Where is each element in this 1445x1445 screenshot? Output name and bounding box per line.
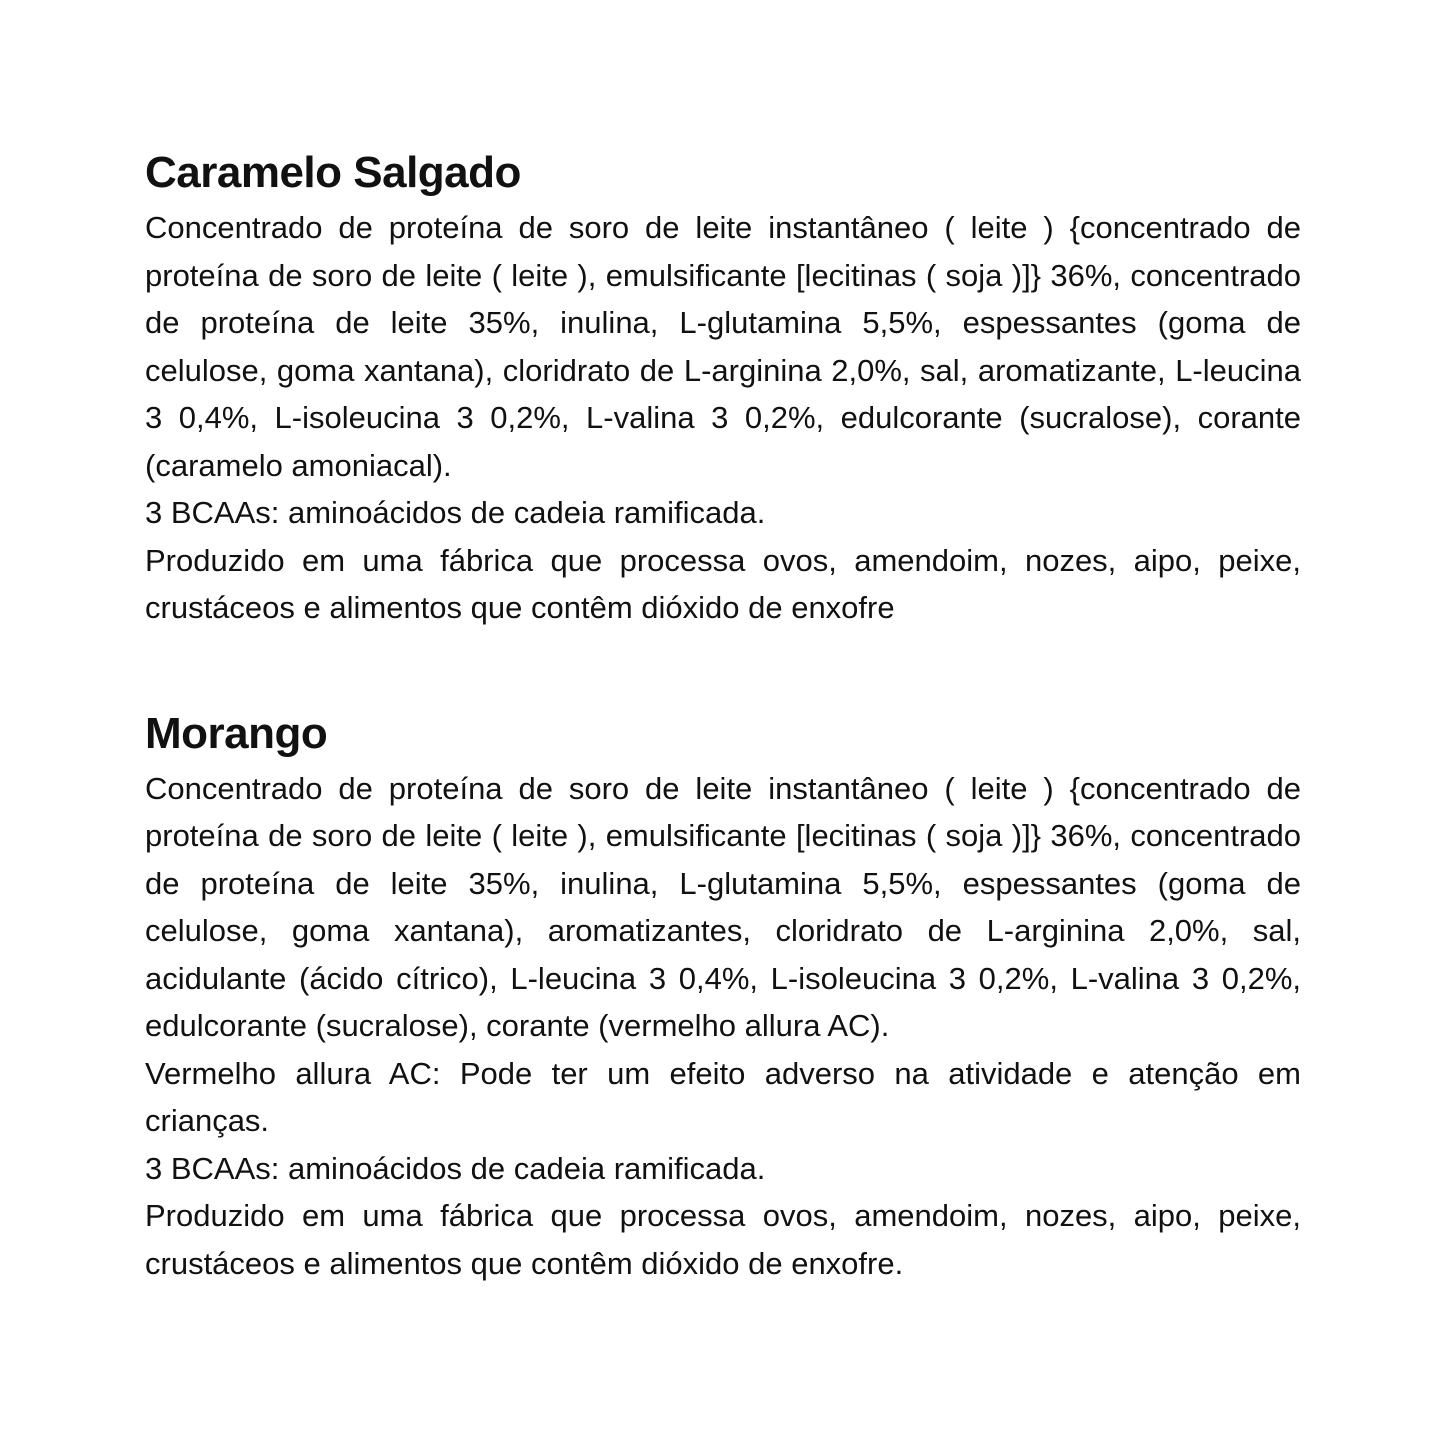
flavor-section-morango (145, 703, 1301, 1288)
allergen-note: Produzido em uma fábrica que processa ovos, amendoim, nozes, aipo, peixe, crustáceos e alimentos que contêm dióxido de enxofre (145, 542, 1301, 625)
bcaa-note: 3 BCAAs: aminoácidos de cadeia ramificada. (145, 495, 766, 530)
warning-note: Vermelho allura AC: Pode ter um efeito adverso na atividade e atenção em crianças. (145, 1055, 1301, 1138)
flavor-title: Morango (145, 708, 328, 758)
allergen-note: Produzido em uma fábrica que processa ovos, amendoim, nozes, aipo, peixe, crustáceos e alimentos que contêm dióxido de enxofre. (145, 1198, 1301, 1281)
ingredients-text: Concentrado de proteína de soro de leite instantâneo ( leite ) {concentrado de proteína de soro de leite ( leite ), emulsificante [lecitinas ( soja )]} 36%, concentrado de proteína de leite 35%, inulina, L-glutamina 5,5%, espessantes (goma de celulose, goma xantana), aromatizantes, cloridrato de L-arginina 2,0%, sal, acidulante (ácido cítrico), L-leucina 3 0,4%, L-isoleucina 3 0,2%, L-valina 3 0,2%, edulcorante (sucralose), corante (vermelho allura AC). (145, 770, 1301, 1043)
flavor-title: Caramelo Salgado (145, 148, 521, 197)
flavor-section-caramelo-salgado (145, 142, 1301, 632)
ingredients-text: Concentrado de proteína de soro de leite instantâneo ( leite ) {concentrado de proteína de soro de leite ( leite ), emulsificante [lecitinas ( soja )]} 36%, concentrado de proteína de leite 35%, inulina, L-glutamina 5,5%, espessantes (goma de celulose, goma xantana), cloridrato de L-arginina 2,0%, sal, aromatizante, L-leucina 3 0,4%, L-isoleucina 3 0,2%, L-valina 3 0,2%, edulcorante (sucralose), corante (caramelo amoniacal). (145, 210, 1301, 483)
ingredients-page (145, 142, 1301, 1287)
bcaa-note: 3 BCAAs: aminoácidos de cadeia ramificada. (145, 1150, 766, 1186)
